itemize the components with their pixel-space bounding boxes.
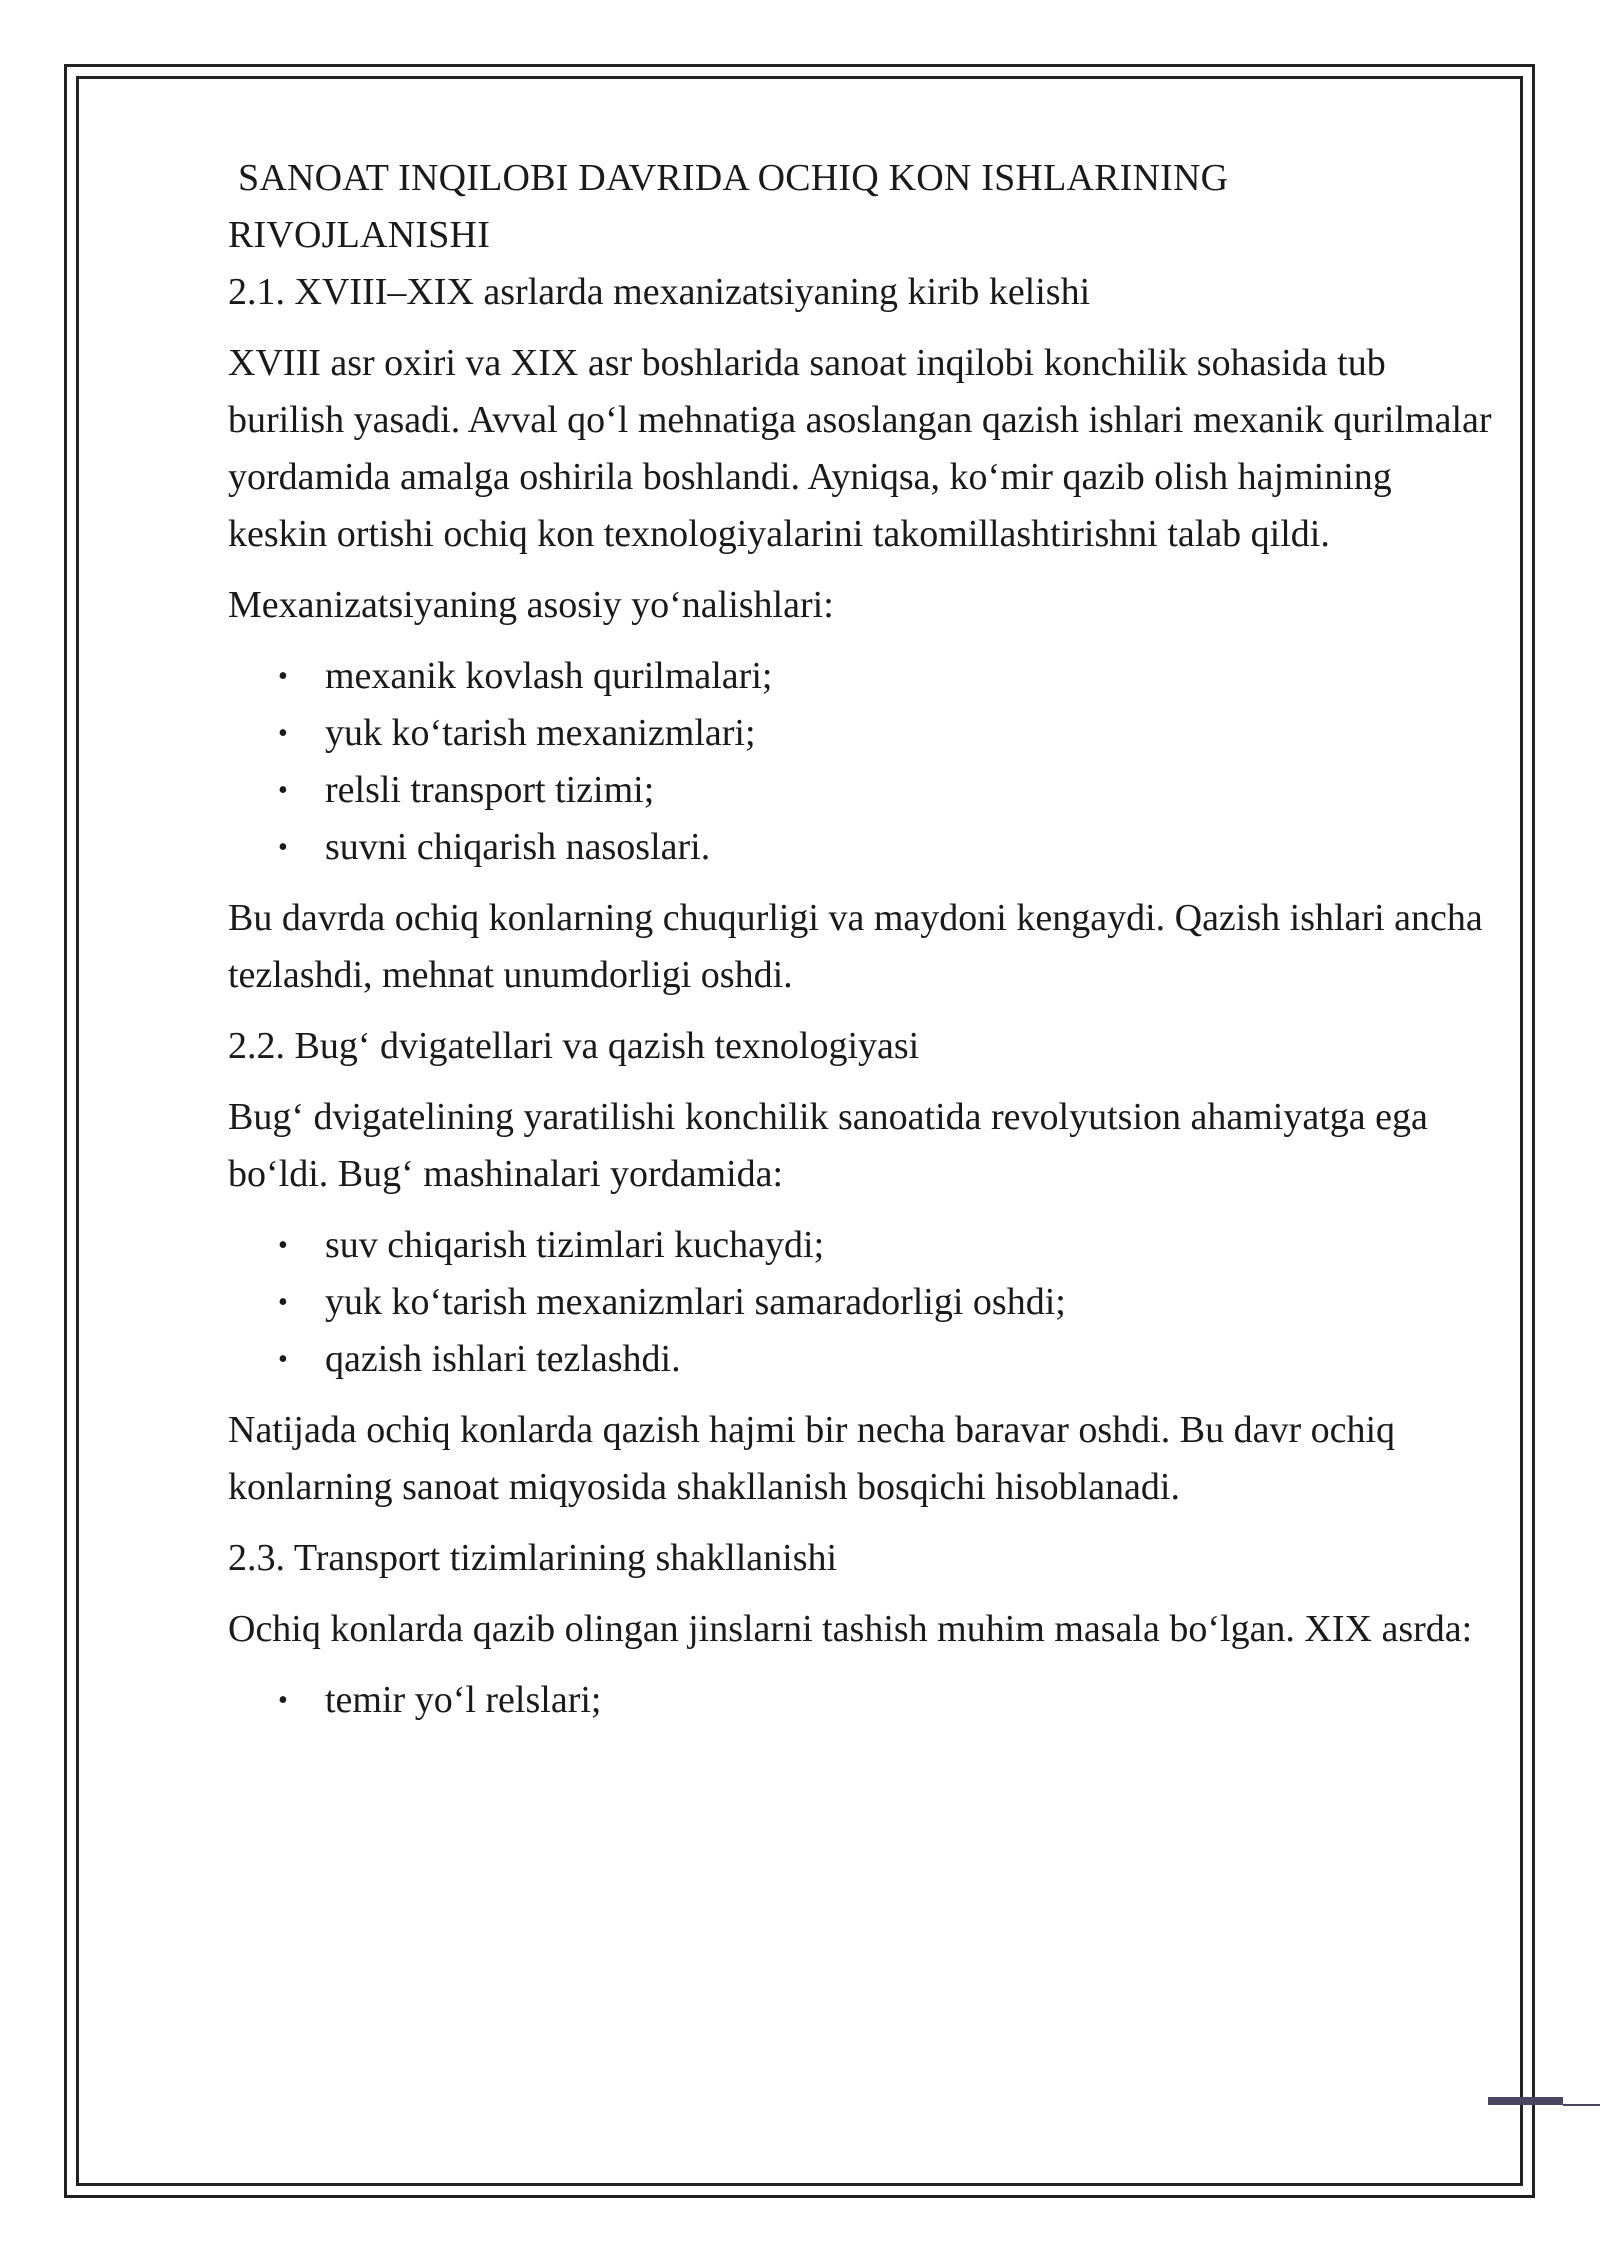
section-2-2-list	[228, 1217, 1498, 1388]
list-item: • temir yo‘l relslari;	[228, 1672, 1498, 1729]
list-item: • yuk ko‘tarish mexanizmlari;	[228, 705, 1498, 762]
page-corner-mark	[1488, 2097, 1563, 2105]
bullet-icon: •	[278, 718, 288, 749]
list-item: • suv chiqarish tizimlari kuchaydi;	[228, 1217, 1498, 1274]
bullet-icon: •	[278, 661, 288, 692]
list-item: • qazish ishlari tezlashdi.	[228, 1331, 1498, 1388]
bullet-icon: •	[278, 1287, 288, 1318]
section-2-1-paragraph-1: XVIII asr oxiri va XIX asr boshlarida sanoat inqilobi konchilik sohasida tub burilish yasadi. Avval qo‘l mehnatiga asoslangan qazish ishlari mexanik qurilmalar yordamida amalga oshirila boshlandi. Ayniqsa, ko‘mir qazib olish hajmining keskin ortishi ochiq kon texnologiyalarini takomillashtirishni talab qildi.	[228, 342, 1492, 555]
section-2-2-paragraph-1: Bug‘ dvigatelining yaratilishi konchilik sanoatida revolyutsion ahamiyatga ega bo‘ldi. Bug‘ mashinalari yordamida:	[228, 1096, 1428, 1195]
bullet-icon: •	[278, 775, 288, 806]
section-2-1-paragraph-2: Bu davrda ochiq konlarning chuqurligi va maydoni kengaydi. Qazish ishlari ancha tezlashdi, mehnat unumdorligi oshdi.	[228, 897, 1483, 996]
list-item: • yuk ko‘tarish mexanizmlari samaradorligi oshdi;	[228, 1274, 1498, 1331]
document-body	[228, 150, 1498, 1729]
section-2-3-list	[228, 1672, 1498, 1729]
list-item: • suvni chiqarish nasoslari.	[228, 819, 1498, 876]
list-item: • relsli transport tizimi;	[228, 762, 1498, 819]
section-2-1-list-intro: Mexanizatsiyaning asosiy yo‘nalishlari:	[228, 584, 834, 626]
section-2-2-paragraph-2: Natijada ochiq konlarda qazish hajmi bir necha baravar oshdi. Bu davr ochiq konlarning sanoat miqyosida shakllanish bosqichi hisoblanadi.	[228, 1409, 1396, 1508]
section-2-3-paragraph-1: Ochiq konlarda qazib olingan jinslarni tashish muhim masala bo‘lgan. XIX asrda:	[228, 1608, 1473, 1650]
list-item: • mexanik kovlash qurilmalari;	[228, 648, 1498, 705]
bullet-icon: •	[278, 832, 288, 863]
bullet-icon: •	[278, 1230, 288, 1261]
section-heading-2-3: 2.3. Transport tizimlarining shakllanishi	[228, 1537, 838, 1579]
section-2-1-list	[228, 648, 1498, 876]
section-heading-2-1: 2.1. XVIII–XIX asrlarda mexanizatsiyaning kirib kelishi	[228, 271, 1091, 313]
page-corner-line	[1563, 2104, 1600, 2106]
bullet-icon: •	[278, 1344, 288, 1375]
section-heading-2-2: 2.2. Bug‘ dvigatellari va qazish texnologiyasi	[228, 1025, 920, 1067]
bullet-icon: •	[278, 1685, 288, 1716]
document-title: SANOAT INQILOBI DAVRIDA OCHIQ KON ISHLARINING RIVOJLANISHI	[228, 157, 1229, 256]
